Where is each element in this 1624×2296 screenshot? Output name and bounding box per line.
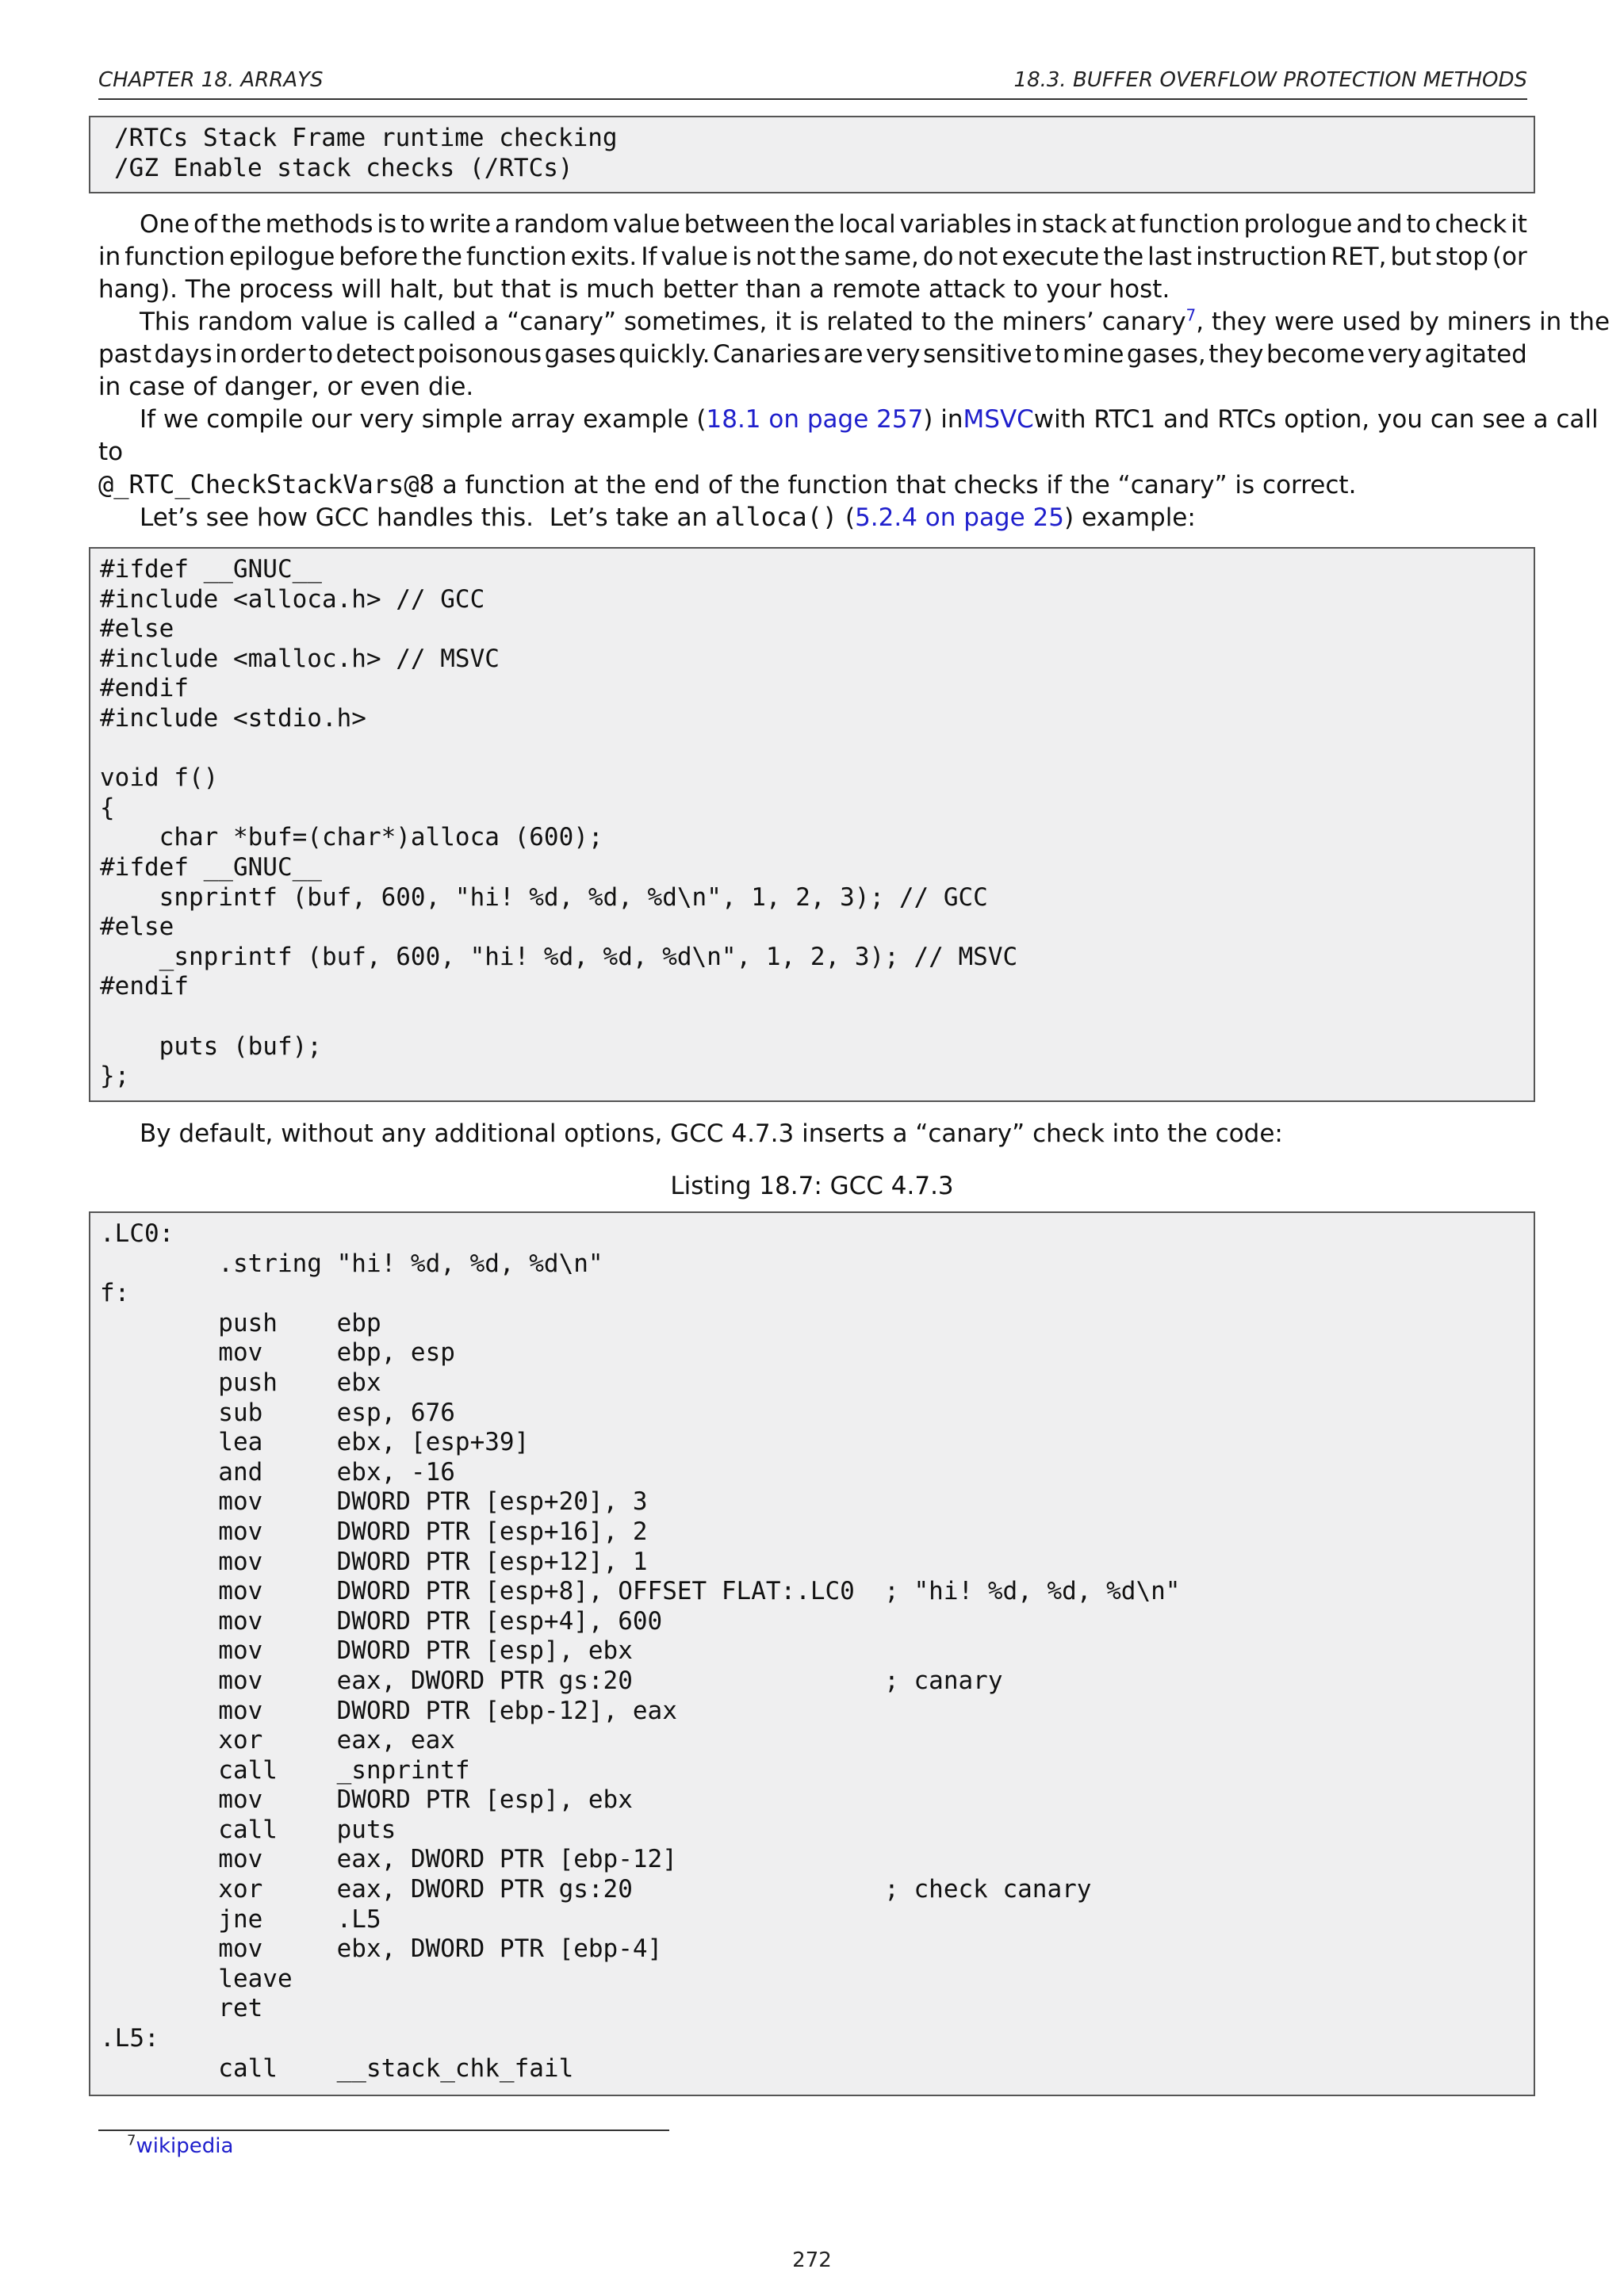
running-header xyxy=(98,68,1527,100)
footnote-7 xyxy=(127,2134,233,2158)
paragraph-gcc-alloca xyxy=(98,501,1527,534)
assembly-listing: .LC0: .string "hi! %d, %d, %d\n" f: push ebp mov ebp, esp push ebx sub esp, 676 lea ebx, [esp+39] and ebx, -16 mov DWORD PTR [esp+20], 3 mov DWORD PTR [esp+16], 2 mov DWORD PTR [esp+12], 1 mov DWORD PTR [esp+8], OFFSET FLAT:.LC0 ; "hi! %d, %d, %d\n" mov DWORD PTR [esp+4], 600 mov DWORD PTR [esp], ebx mov eax, DWORD PTR gs:20 ; canary mov DWORD PTR [ebp-12], eax xor eax, eax call _snprintf mov DWORD PTR [esp], ebx call puts mov eax, DWORD PTR [ebp-12] xor eax, DWORD PTR gs:20 ; check canary jne .L5 mov ebx, DWORD PTR [ebp-4] leave ret .L5: call __stack_chk_fail xyxy=(100,1219,1181,2083)
paragraph1-line1: One of the methods is to write a random value between the local variables in stack at function prologue and to check it xyxy=(140,210,1527,239)
footnote-number: 7 xyxy=(127,2132,136,2149)
paragraph-canary-origin xyxy=(98,305,1611,404)
paragraph2-line3: in case of danger, or even die. xyxy=(98,373,474,401)
assembly-listing-box xyxy=(89,1211,1535,2096)
footnote-ref-7[interactable]: 7 xyxy=(1185,305,1197,325)
paragraph-gcc-default xyxy=(98,1118,1527,1150)
compiler-options-code: /RTCs Stack Frame runtime checking /GZ Enable stack checks (/RTCs) xyxy=(114,124,618,182)
paragraph3-line3: @_RTC_CheckStackVars@8 a function at the end of the function that checks if the “canary” is correct. xyxy=(98,469,1357,499)
paragraph1-line3: hang). The process will halt, but that is much better than a remote attack to your host. xyxy=(98,275,1170,304)
wikipedia-link[interactable]: wikipedia xyxy=(136,2134,234,2158)
ref-listing-18-1[interactable]: 18.1 on page 257 xyxy=(706,405,924,434)
paragraph2-line2: past days in order to detect poisonous gases quickly. Canaries are very sensitive to mine gases, they become very agitated xyxy=(98,340,1527,369)
compiler-options-box xyxy=(89,116,1535,193)
footnote-rule xyxy=(98,2130,669,2131)
alloca-code: alloca() xyxy=(714,502,838,532)
paragraph5-line1: By default, without any additional options, GCC 4.7.3 inserts a “canary” check into the code: xyxy=(140,1119,1283,1148)
paragraph-msvc-check xyxy=(98,404,1599,501)
ref-section-5-2-4[interactable]: 5.2.4 on page 25 xyxy=(855,503,1064,532)
paragraph2-line1: This random value is called a “canary” sometimes, it is related to the miners’ canary$^7$, they were used by miners in the xyxy=(140,305,1611,336)
section-title: 18.3. BUFFER OVERFLOW PROTECTION METHODS xyxy=(1013,68,1527,92)
chapter-title: CHAPTER 18. ARRAYS xyxy=(98,68,324,92)
rtc-function-name: @_RTC_CheckStackVars@8 xyxy=(98,469,435,499)
ref-msvc-glossary[interactable]: MSVC xyxy=(963,405,1034,434)
listing-caption: Listing 18.7: GCC 4.7.3 xyxy=(670,1172,954,1200)
paragraph-canary-method xyxy=(98,209,1527,306)
paragraph1-line2: in function epilogue before the function exits. If value is not the same, do not execute the last instruction RET, but stop (or xyxy=(98,243,1527,271)
paragraph4-line1: Let’s see how GCC handles this. Let’s take an alloca() (5.2.4 on page 25) example: xyxy=(140,502,1196,532)
page-number: 272 xyxy=(792,2248,832,2272)
paragraph3-line2: to xyxy=(98,438,124,466)
source-code-box xyxy=(89,547,1535,1102)
source-code: #ifdef __GNUC__ #include <alloca.h> // GCC #else #include <malloc.h> // MSVC #endif #include <stdio.h> void f() { char *buf=(char*)alloca (600); #ifdef __GNUC__ snprintf (buf, 600, "hi! %d, %d, %d\n", 1, 2, 3); // GCC #else _snprintf (buf, 600, "hi! %d, %d, %d\n", 1, 2, 3); // MSVC #endif puts (buf); }; xyxy=(100,555,1018,1091)
paragraph3-line1: If we compile our very simple array example ( 18.1 on page 257 ) in MSVC with RTC1 and RTCs option, you can see a call xyxy=(98,404,1527,436)
